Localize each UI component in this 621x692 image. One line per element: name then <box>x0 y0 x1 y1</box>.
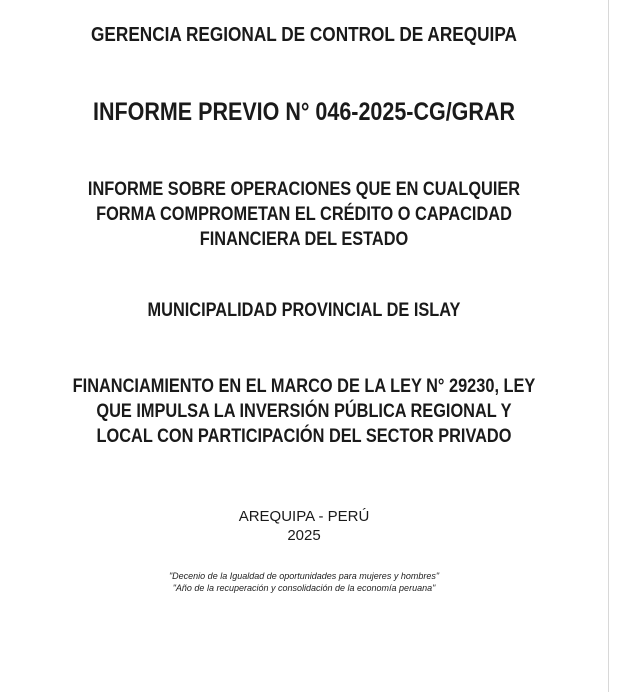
subject-line: FORMA COMPROMETAN EL CRÉDITO O CAPACIDAD <box>96 204 512 225</box>
entity-name: MUNICIPALIDAD PROVINCIAL DE ISLAY <box>147 300 461 321</box>
year-line: 2025 <box>287 527 321 544</box>
financing-line: FINANCIAMIENTO EN EL MARCO DE LA LEY N° 29230, LEY <box>72 376 536 397</box>
financing-line: QUE IMPULSA LA INVERSIÓN PÚBLICA REGIONAL Y <box>96 401 512 422</box>
report-subject <box>43 177 566 252</box>
financing-description <box>43 374 566 449</box>
subject-line: INFORME SOBRE OPERACIONES QUE EN CUALQUIER <box>87 179 521 200</box>
report-number-title: INFORME PREVIO N° 046-2025-CG/GRAR <box>93 98 515 126</box>
organization-heading: GERENCIA REGIONAL DE CONTROL DE AREQUIPA <box>91 24 517 46</box>
motto-decade: "Decenio de la Igualdad de oportunidades para mujeres y hombres" <box>168 571 440 581</box>
page-edge <box>608 0 609 692</box>
subject-line: FINANCIERA DEL ESTADO <box>199 229 409 250</box>
financing-line: LOCAL CON PARTICIPACIÓN DEL SECTOR PRIVADO <box>96 426 512 447</box>
place-line: AREQUIPA - PERÚ <box>238 508 370 525</box>
official-mottos <box>0 570 608 594</box>
motto-year: "Año de la recuperación y consolidación de la economía peruana" <box>172 583 436 593</box>
